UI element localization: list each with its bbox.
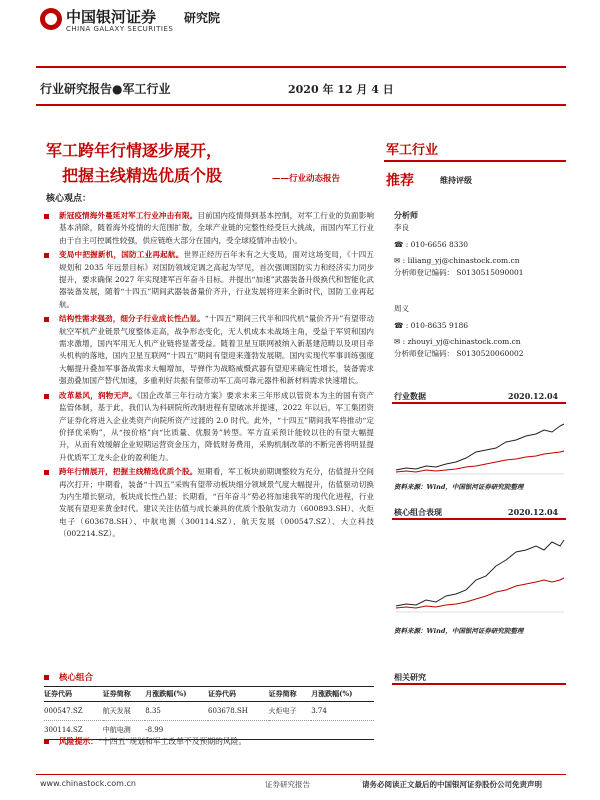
- table-cell: 603678.SH: [208, 707, 248, 715]
- table-cell: [311, 721, 374, 740]
- portfolio-table: [44, 686, 374, 740]
- analyst-1: [394, 222, 524, 278]
- bullet-square-icon: [44, 394, 49, 399]
- key-point-2: [44, 249, 374, 311]
- title-line-1: 军工跨年行情逐步展开，: [46, 141, 223, 160]
- bullet-square-icon: [44, 739, 49, 744]
- table-row: [44, 702, 374, 721]
- portfolio-label: 核心组合: [59, 673, 94, 683]
- key-point-lead: 新冠疫情海外蔓延对军工行业冲击有限。: [59, 211, 198, 220]
- series-portfolio-line: [396, 540, 564, 606]
- related-research-label: 相关研究: [394, 673, 426, 682]
- column-header: 证券简称: [268, 689, 297, 698]
- title-line-2: 把握主线精选优质个股: [62, 166, 223, 185]
- risk-lead: 风险提示：: [59, 737, 98, 746]
- risk-note: [44, 736, 246, 747]
- table-cell: 中航电测: [102, 726, 131, 734]
- table-cell: 000547.SZ: [44, 707, 83, 715]
- series-benchmark-line: [396, 578, 564, 608]
- chart1-source: 资料来源：Wind，中国银河证券研究院整理: [394, 483, 524, 491]
- series-benchmark-line: [396, 451, 564, 472]
- analyst-name: 周义: [394, 304, 409, 313]
- key-point-5: [44, 466, 374, 540]
- report-type: 行业研究报告●军工行业: [40, 82, 171, 96]
- rating-note: 维持评级: [440, 175, 472, 185]
- analyst-phone: ☎ : 010-8635 9186: [394, 320, 469, 330]
- bullet-square-icon: [44, 317, 49, 322]
- analyst-label: 分析师: [394, 211, 418, 220]
- column-header: 证券代码: [208, 689, 237, 698]
- related-divider: [392, 683, 566, 685]
- table-cell: 航天发展: [102, 707, 131, 715]
- bullet-square-icon: [44, 675, 49, 680]
- header-divider-2: [36, 104, 566, 106]
- institute-label: 研究院: [184, 11, 221, 25]
- report-subtitle: ——行业动态报告: [272, 174, 341, 184]
- key-point-lead: 跨年行情展开，把握主线精选优质个股。: [59, 467, 198, 477]
- table-cell: -8.99: [145, 726, 164, 734]
- table-cell: 火炬电子: [268, 707, 297, 715]
- chart1-title: 行业数据: [394, 392, 426, 401]
- table-cell: 300114.SZ: [44, 726, 83, 734]
- key-point-lead: 改革悬风，润物无声。: [59, 390, 137, 400]
- bullet-square-icon: [44, 214, 49, 219]
- report-date: 2020 年 12 月 4 日: [288, 83, 394, 96]
- footer-url[interactable]: www.chinastock.com.cn: [40, 779, 136, 788]
- key-points-list: [44, 210, 374, 541]
- series-industry-line: [396, 424, 564, 470]
- portfolio-header-row: [44, 687, 374, 702]
- key-point-1: [44, 210, 374, 247]
- analyst-cert: 分析师登记编码： S0130515090001: [394, 267, 524, 277]
- key-point-text: 《国企改革三年行动方案》要求未来三年形成以管资本为主的国有资产监管体制，基于此，我们认为科研院所改制进程有望破冰并提速，2022 年以后，军工集团资产证券化将进入企业类资产向院所资产过渡的 2.0 时代。此外，“十四五”期间我军将推动“定价择优采购”，从“按价格”向“比质量、优服务”转型。军方直采预计能较以往的有望大幅提升，从而有效缓解企业短期运营资金压力，降低财务费用，采购机制改革的不断完善将明显提升优质军工龙头企业的盈利能力。: [59, 390, 375, 462]
- key-point-lead: 结构性需求强劲，细分子行业成长性凸显。: [59, 314, 205, 324]
- sidebar-industry: 军工行业: [386, 143, 439, 158]
- column-header: 证券代码: [44, 689, 72, 698]
- sidebar-divider: [384, 160, 566, 162]
- bullet-square-icon: [44, 470, 49, 475]
- key-point-text: 目前国内疫情得到基本控制，对军工行业的负面影响基本消除，随着海外疫情的大范围扩散，全球产业链的完整性经受巨大挑战，而国内军工行业由于自主可控属性较强，供应链绝大部分在国内，受全球疫情冲击较小。: [59, 211, 375, 245]
- bullet-square-icon: [44, 253, 49, 258]
- key-point-text: 世界正经历百年未有之大变局，面对这场变局，《十四五规划和 2035 年远景目标》对国防领域定调之高起为罕见，首次强调国防实力和经济实力同步提升，要求确保 2027 年实现建军百年奋斗目标。并提出“加速”武器装备升级换代和智能化武器装备发展，随着“十四五”期间武器装备量价齐升，行业发展将迎来全新时代，国防工业再起航。: [59, 250, 374, 309]
- column-header: 证券简称: [102, 689, 131, 698]
- column-header: 月涨跌幅(%): [311, 689, 353, 698]
- table-cell: [269, 721, 312, 740]
- analyst-email[interactable]: ✉ : zhouyi_yj@chinastock.com.cn: [394, 337, 521, 346]
- key-point-text: 短期看，军工板块前期调整较为充分，估值提升空间再次打开；中期看，装备“十四五”采购有望带动板块细分领域景气度大幅提升，估值驱动切换为内生增长驱动，板块成长性凸显；长期看，“百年奋斗”势必将加速我军的现代化进程，行业发展有望迎来黄金时代。建议关注估值与成长兼具的优质个股航发动力（600893.SH）、火炬电子（603678.SH）、中航电测（300114.SZ）、航天发展（000547.SZ）、大立科技（002214.SZ）。: [59, 467, 375, 539]
- key-points-label: 核心观点：: [46, 194, 92, 204]
- header-divider: [36, 66, 566, 68]
- table-cell: 8.35: [145, 707, 161, 715]
- analyst-2: [394, 303, 524, 359]
- chart2-date: 2020.12.04: [508, 507, 559, 517]
- footer-center: 证券研究报告: [265, 780, 310, 789]
- chart2-source: 资料来源：Wind，中国银河证券研究院整理: [394, 627, 524, 635]
- analyst-cert: 分析师登记编码： S0130520060002: [394, 348, 524, 358]
- brand-name-en: CHINA GALAXY SECURITIES: [66, 25, 174, 33]
- analyst-email[interactable]: ✉ : liliang_yj@chinastock.com.cn: [394, 256, 520, 265]
- rating: 推荐: [386, 173, 414, 189]
- industry-chart: [394, 404, 566, 480]
- chart1-date: 2020.12.04: [508, 391, 559, 401]
- risk-text: “十四五”规划和军工改革不及预期的风险。: [97, 737, 247, 746]
- column-header: 月涨跌幅(%): [145, 689, 187, 698]
- key-point-4: [44, 390, 374, 464]
- footer-disclaimer: 请务必阅读正文最后的中国银河证券股份公司免责声明: [362, 780, 542, 789]
- key-point-3: [44, 313, 374, 387]
- analyst-name: 李良: [394, 223, 409, 232]
- key-point-text: “十四五”期间三代半和四代机“量价齐升”有望带动航空军机产业链景气度整体走高，战争形态变化，无人机成本未战场主角，受益于军贸和国内需求激增，国内军用无人机产业链将显著受益。随着卫星互联网被纳入新基建范畴以及项目牵头机构的落地，国内卫星互联网“十四五”期间有望迎来蓬勃发展期。国内实现代军事训练强度大幅提升叠加军事备战需求大幅增加，导弹作为战略威慑武器有望迎来确定性增长，装备需求强劲叠加国产替代加速，多重利好共振有望带动军工高可靠元器件和新材料需求快速增长。: [59, 314, 374, 386]
- footer-divider: [36, 774, 566, 775]
- company-logo: [40, 8, 62, 30]
- table-cell: 3.74: [311, 707, 327, 715]
- key-point-lead: 变局中把握新机，国防工业再起航。: [59, 250, 184, 260]
- brand-name-cn: 中国银河证券: [66, 8, 157, 26]
- chart2-title: 核心组合表现: [394, 508, 442, 517]
- portfolio-chart: [394, 520, 566, 620]
- analyst-phone: ☎ : 010-6656 8330: [394, 239, 469, 249]
- portfolio-heading: [44, 671, 93, 683]
